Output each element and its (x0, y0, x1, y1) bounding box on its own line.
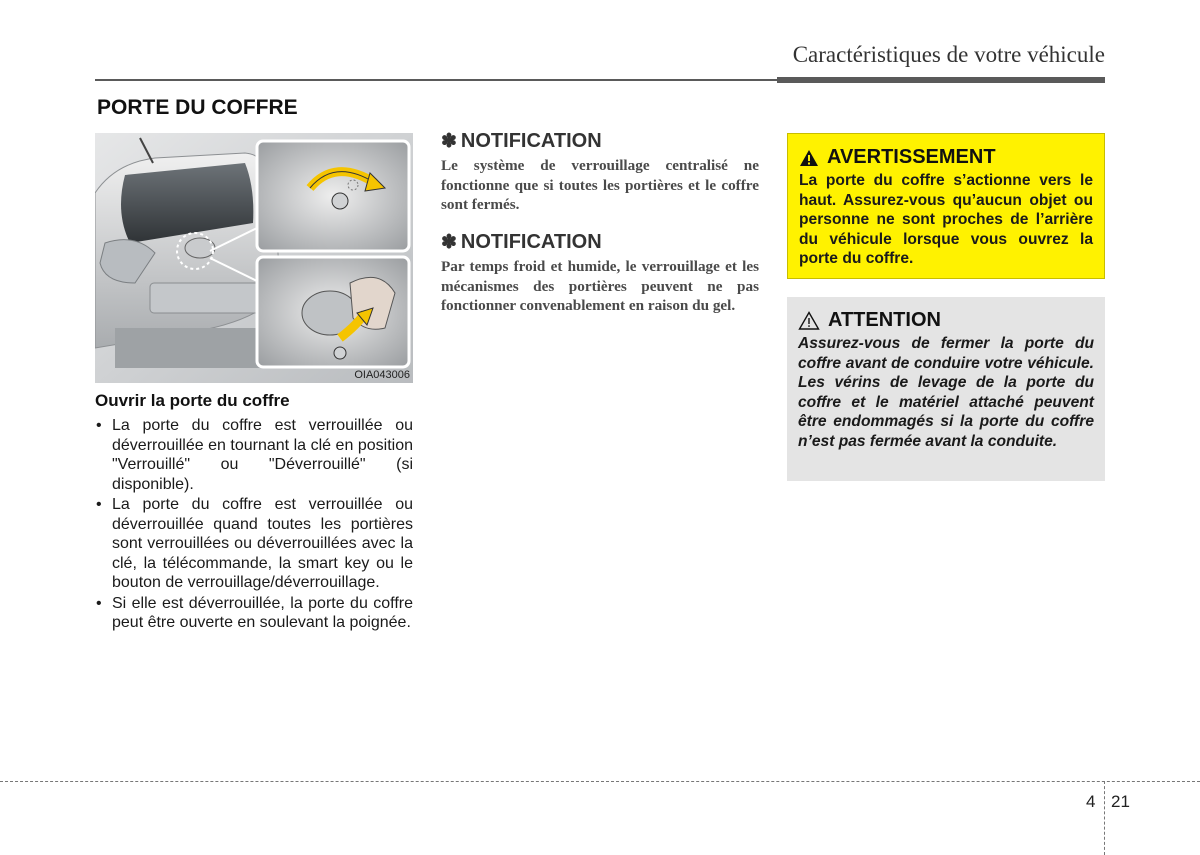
section-title: PORTE DU COFFRE (97, 96, 298, 119)
caution-title (798, 309, 1094, 332)
caution-title-text: ATTENTION (828, 309, 941, 331)
chapter-number: 4 (1086, 792, 1096, 811)
notification-text: Par temps froid et humide, le verrouillage et les mécanismes des portières peuvent ne pas fonctionner convenablement en raison du gel. (441, 258, 759, 314)
notification-title-text: NOTIFICATION (460, 231, 602, 253)
opening-list (95, 416, 413, 634)
warning-text: La porte du coffre s’actionne vers le haut. Assurez-vous qu’aucun objet ou personne ne sont proches de l’arrière du véhicule lorsque vous ouvrez la porte du coffre. (799, 172, 1093, 267)
caution-triangle-icon (798, 311, 820, 330)
list-item: • Si elle est déverrouillée, la porte du coffre peut être ouverte en soulevant la poignée. (95, 594, 413, 633)
list-item: • La porte du coffre est verrouillée ou déverrouillée en tournant la clé en position "Verrouillé" ou "Déverrouillé" (si disponible). (95, 416, 413, 494)
star-icon: ✽ (441, 232, 457, 253)
footer-rule (0, 781, 1200, 782)
notification-1 (441, 130, 759, 215)
notification-title (441, 130, 759, 153)
warning-title (799, 146, 1093, 169)
opening-subtitle: Ouvrir la porte du coffre (95, 391, 290, 410)
car-rear-drawing (95, 133, 413, 383)
warning-box (787, 133, 1105, 279)
page-number: 21 (1111, 792, 1130, 811)
list-item: • La porte du coffre est verrouillée ou déverrouillée quand toutes les portières sont verrouillées ou déverrouillées avec la clé, la télécommande, la smart key ou le bouton de verrouillage/déverrouillage. (95, 495, 413, 593)
notification-title (441, 231, 759, 254)
footer-divider (1104, 781, 1105, 855)
figure-code: OIA043006 (354, 369, 410, 381)
notification-text: Le système de verrouillage centralisé ne fonctionne que si toutes les portières et le coffre sont fermés. (441, 157, 759, 213)
notification-2 (441, 231, 759, 316)
tailgate-illustration (95, 133, 413, 383)
warning-title-text: AVERTISSEMENT (827, 146, 996, 168)
star-icon: ✽ (441, 131, 457, 152)
header-rule (95, 79, 1105, 81)
running-header: Caractéristiques de votre véhicule (792, 42, 1105, 67)
notification-title-text: NOTIFICATION (460, 130, 602, 152)
caution-box (787, 297, 1105, 481)
caution-text: Assurez-vous de fermer la porte du coffre avant de conduire votre véhicule. Les vérins de levage de la porte du coffre et le matériel attaché peuvent être endommagés si la porte du coffre n’est pas fermée avant la conduite. (798, 335, 1094, 450)
warning-triangle-icon (799, 149, 819, 167)
